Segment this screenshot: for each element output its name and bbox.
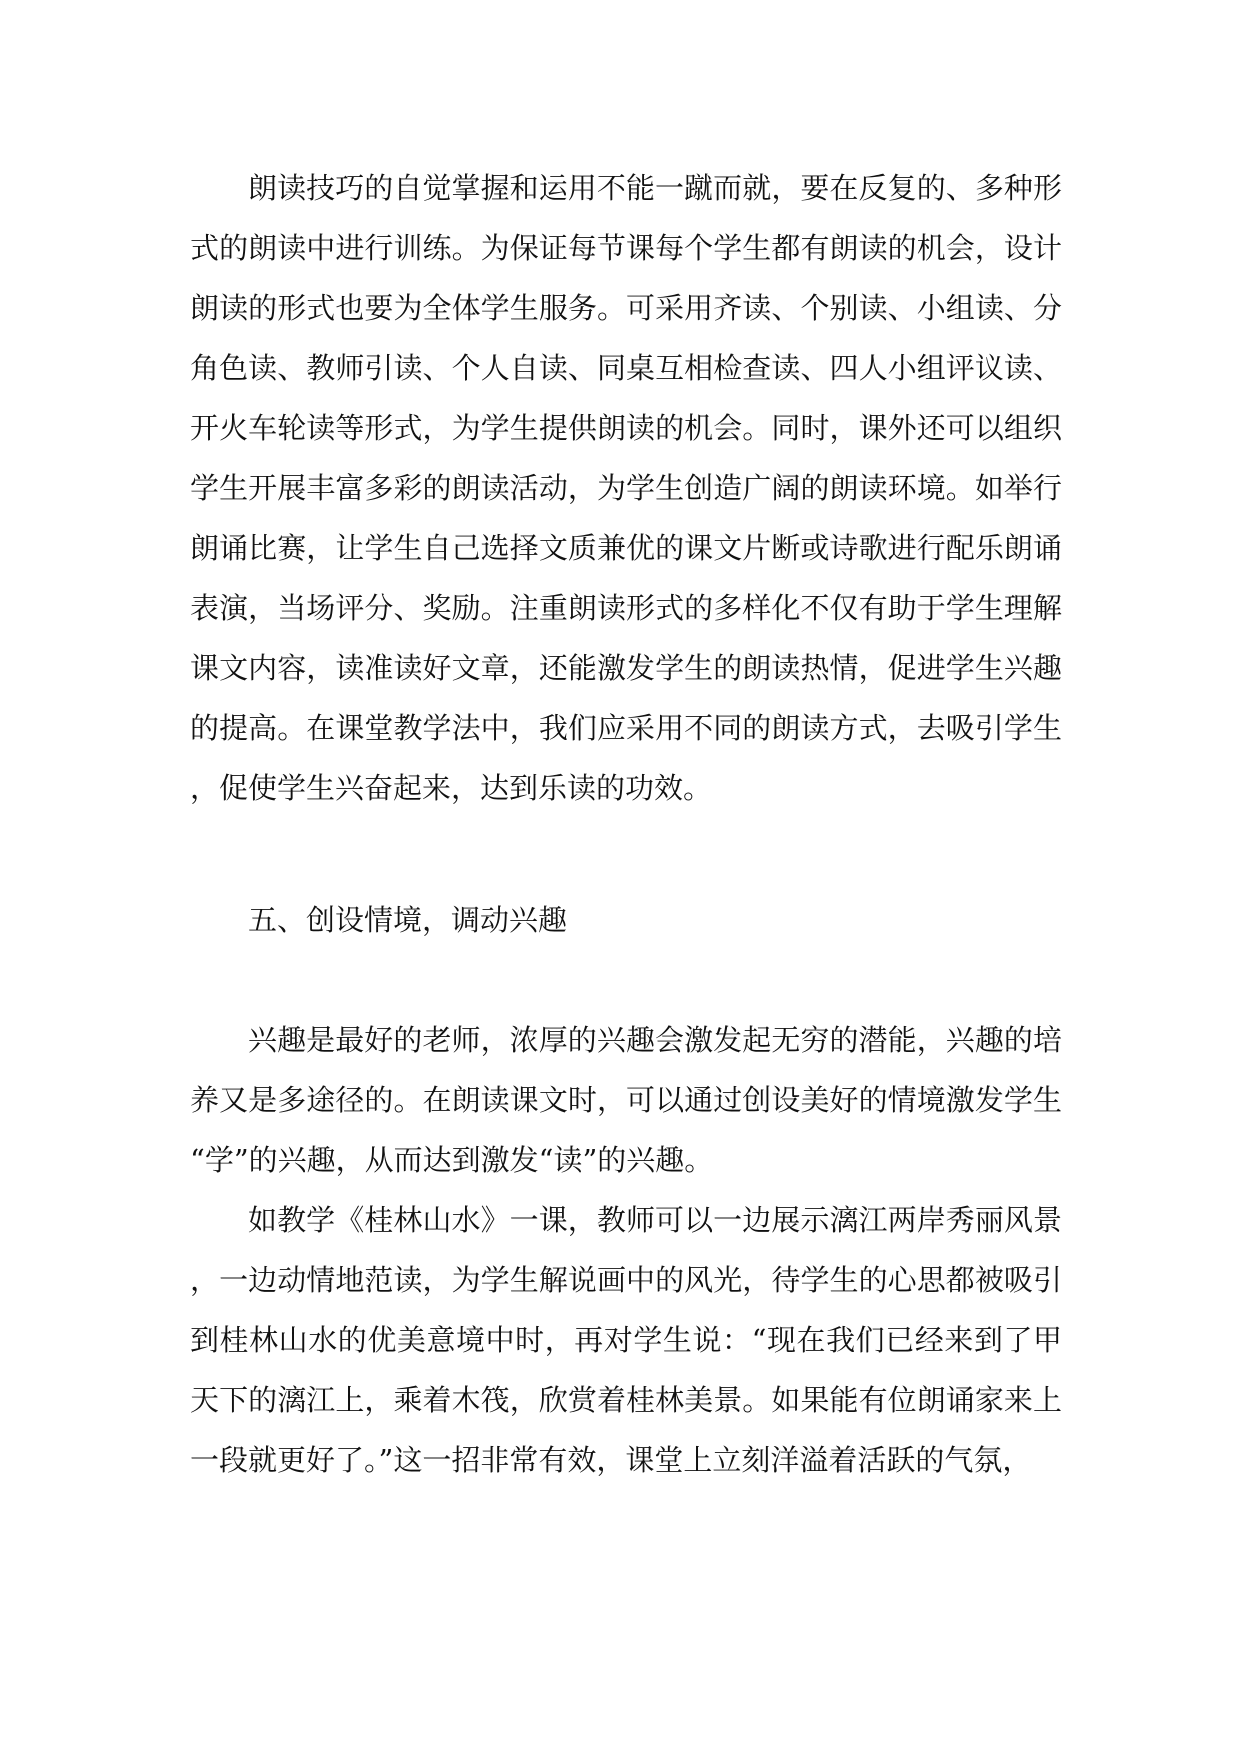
paragraph-line: 朗读技巧的自觉掌握和运用不能一蹴而就，要在反复的、多种形 [248,171,1062,205]
paragraph-reading-forms [190,158,1062,818]
paragraph-guilin-example [190,1190,1062,1490]
paragraph-line: 开火车轮读等形式，为学生提供朗读的机会。同时，课外还可以组织 [190,411,1062,445]
paragraph-line: “学”的兴趣，从而达到激发“读”的兴趣。 [190,1143,714,1177]
paragraph-line: 课文内容，读准读好文章，还能激发学生的朗读热情，促进学生兴趣 [190,651,1062,685]
paragraph-line: 角色读、教师引读、个人自读、同桌互相检查读、四人小组评议读、 [190,351,1062,385]
paragraph-line: 如教学《桂林山水》一课，教师可以一边展示漓江两岸秀丽风景 [248,1203,1062,1237]
paragraph-line: 的提高。在课堂教学法中，我们应采用不同的朗读方式，去吸引学生 [190,711,1062,745]
paragraph-line: ，一边动情地范读，为学生解说画中的风光，待学生的心思都被吸引 [190,1263,1062,1297]
paragraph-line: 表演，当场评分、奖励。注重朗读形式的多样化不仅有助于学生理解 [190,591,1062,625]
paragraph-line: 天下的漓江上，乘着木筏，欣赏着桂林美景。如果能有位朗诵家来上 [190,1383,1062,1417]
paragraph-line: 到桂林山水的优美意境中时，再对学生说：“现在我们已经来到了甲 [190,1323,1062,1357]
paragraph-line: 朗读的形式也要为全体学生服务。可采用齐读、个别读、小组读、分 [190,291,1062,325]
paragraph-line: 式的朗读中进行训练。为保证每节课每个学生都有朗读的机会，设计 [190,231,1062,265]
section-heading [190,890,1062,950]
paragraph-line: 一段就更好了。”这一招非常有效，课堂上立刻洋溢着活跃的气氛， [190,1443,1032,1477]
paragraph-interest [190,1010,1062,1190]
paragraph-line: 学生开展丰富多彩的朗读活动，为学生创造广阔的朗读环境。如举行 [190,471,1062,505]
section-heading-text: 五、创设情境，调动兴趣 [248,903,568,937]
paragraph-line: 兴趣是最好的老师，浓厚的兴趣会激发起无穷的潜能，兴趣的培 [248,1023,1062,1057]
paragraph-line: 朗诵比赛，让学生自己选择文质兼优的课文片断或诗歌进行配乐朗诵 [190,531,1062,565]
paragraph-line: 养又是多途径的。在朗读课文时，可以通过创设美好的情境激发学生 [190,1083,1062,1117]
paragraph-line: ，促使学生兴奋起来，达到乐读的功效。 [190,771,713,805]
